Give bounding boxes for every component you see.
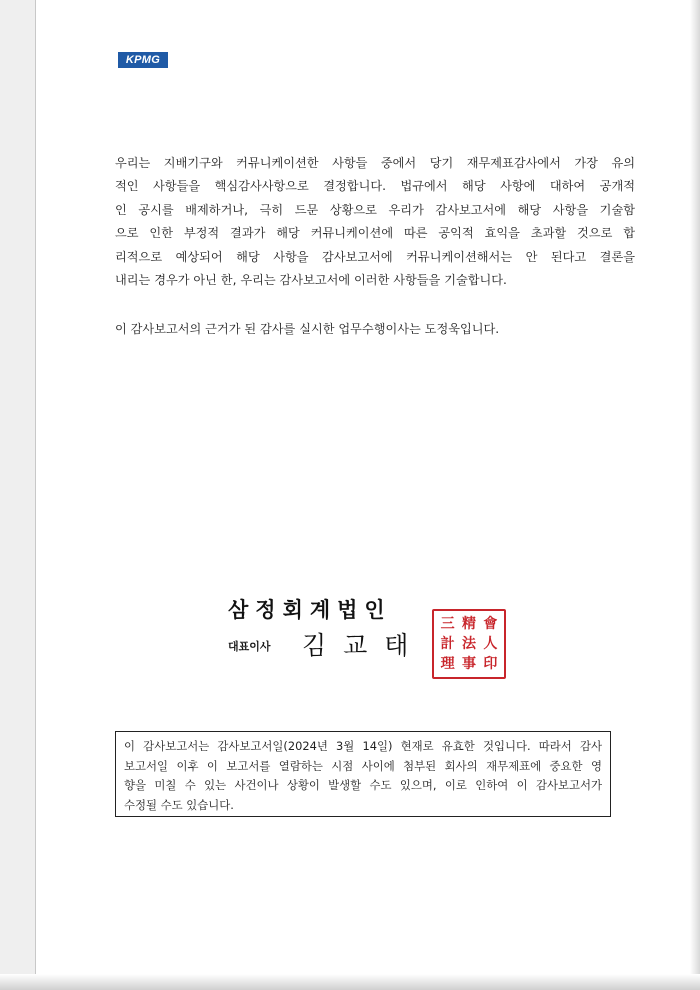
paragraph-line: 적인 사항들을 핵심감사사항으로 결정합니다. 법규에서 해당 사항에 대하여 공개적 [115, 179, 635, 194]
seal-glyphs: 三 精 會 計 法 人 理 事 印 [440, 616, 498, 672]
page-edge-shadow [690, 0, 700, 990]
paragraph-line: 인 공시를 배제하거나, 극히 드문 상황으로 우리가 감사보고서에 해당 사항을 기술함 [115, 202, 635, 217]
paragraph-line: 우리는 지배기구와 커뮤니케이션한 사항들 중에서 당기 재무제표감사에서 가장 유의 [115, 156, 635, 170]
paragraph-line: 리적으로 예상되어 해당 사항을 감사보고서에 커뮤니케이션해서는 안 된다고 결론을 [115, 249, 635, 264]
firm-name: 삼정회계법인 [228, 598, 392, 622]
validity-notice-box [115, 731, 611, 817]
representative-name: 김교태 [302, 631, 426, 660]
kpmg-logo: KPMG [118, 52, 168, 68]
company-seal-stamp [432, 609, 506, 679]
document-page [36, 0, 700, 980]
key-audit-matters-paragraph [115, 152, 635, 292]
representative-title: 대표이사 [228, 640, 271, 653]
notice-line: 보고서일 이후 이 보고서를 열람하는 시점 사이에 첨부된 회사의 재무제표에 중요한 영 [124, 758, 602, 773]
page-bottom-shadow [0, 974, 700, 990]
engagement-partner-sentence: 이 감사보고서의 근거가 된 감사를 실시한 업무수행이사는 도정욱입니다. [115, 322, 500, 336]
paragraph-line: 내리는 경우가 아닌 한, 우리는 감사보고서에 이러한 사항들을 기술합니다. [115, 273, 507, 288]
notice-line: 이 감사보고서는 감사보고서일(2024년 3월 14일) 현재로 유효한 것입니다. 따라서 감사 [124, 739, 602, 753]
notice-line: 향을 미칠 수 있는 사건이나 상황이 발생할 수도 있으며, 이로 인하여 이 감사보고서가 [124, 778, 602, 793]
notice-line: 수정될 수도 있습니다. [124, 797, 234, 812]
paragraph-line: 으로 인한 부정적 결과가 해당 커뮤니케이션에 따른 공익적 효익을 초과할 것으로 합 [115, 226, 635, 241]
